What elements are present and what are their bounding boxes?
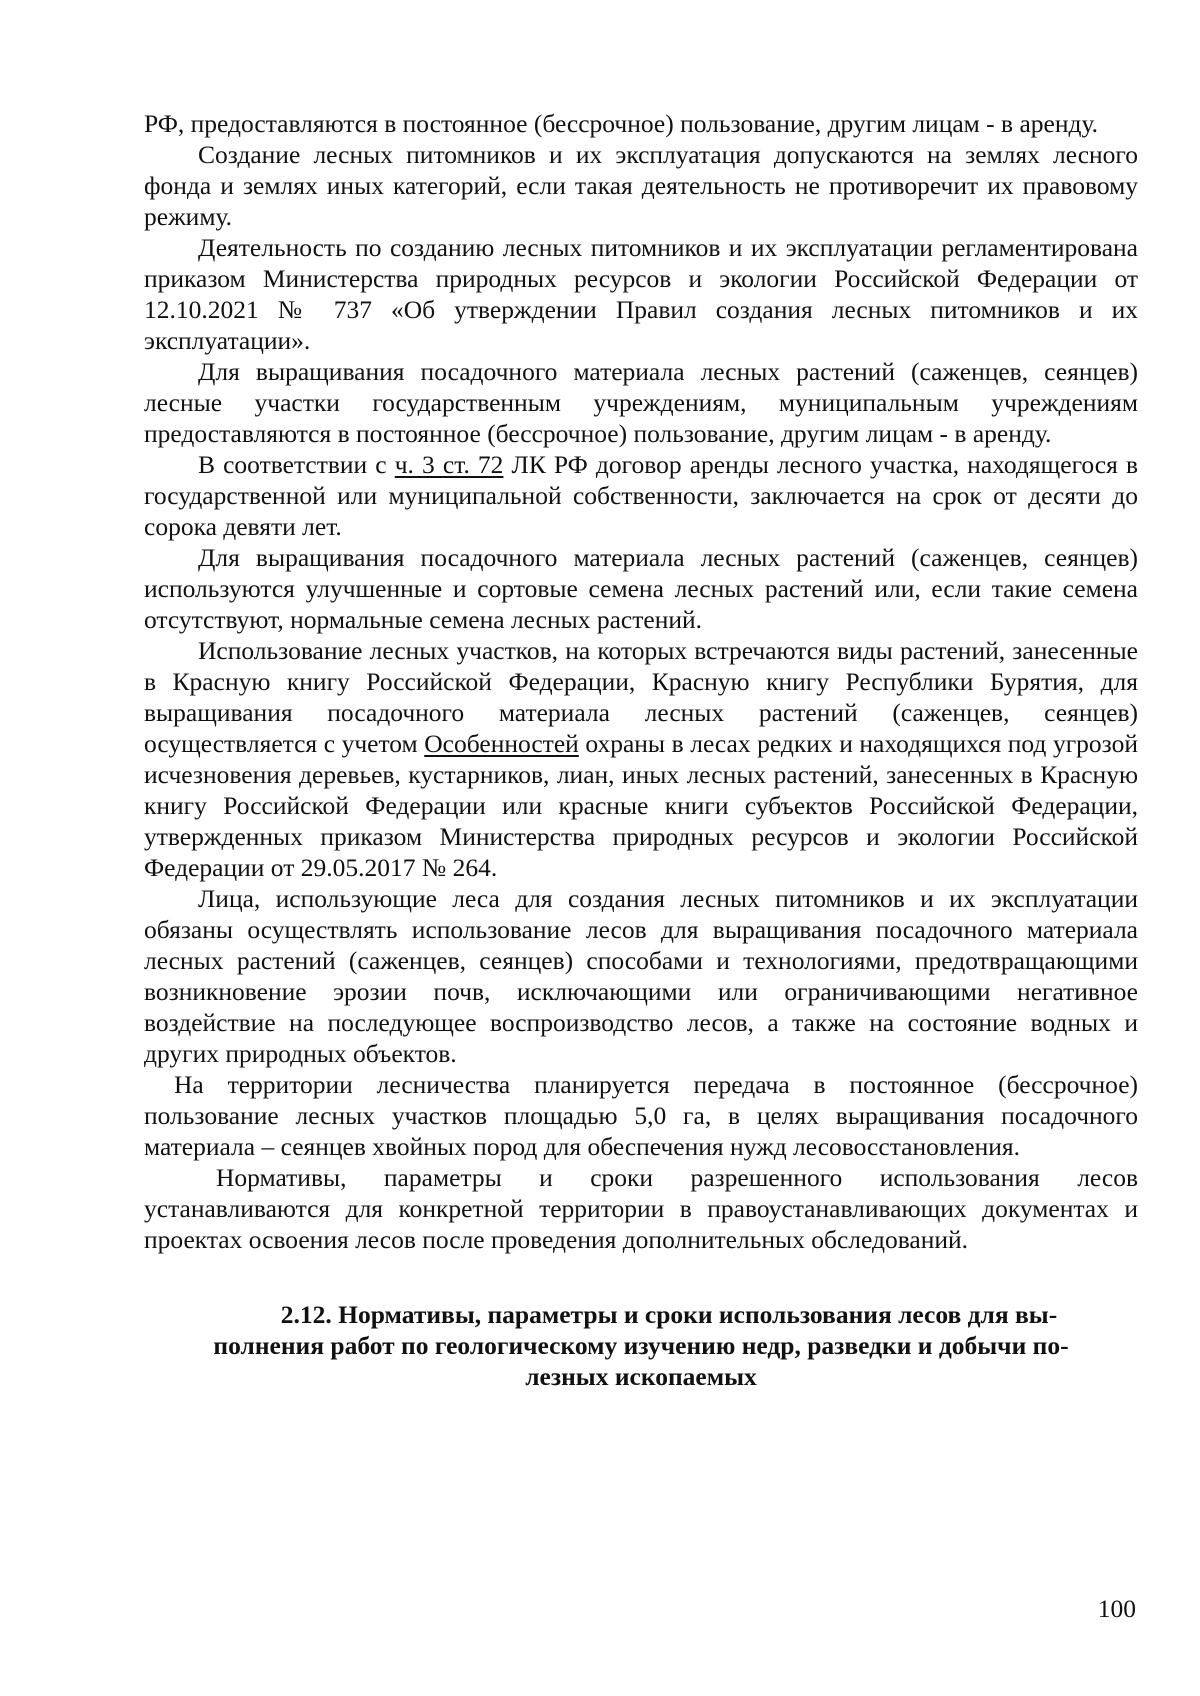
page-number: 100 bbox=[1097, 1594, 1136, 1623]
section-heading bbox=[144, 1299, 1138, 1392]
heading-line: полнения работ по геологическому изучению недр, разведки и добычи по- bbox=[213, 1331, 1069, 1360]
heading-line: лезных ископаемых bbox=[525, 1362, 757, 1391]
paragraph-text: Использование лесных участков, на которых встречаются виды растений, занесенные в Красную книгу Российской Федерации, Красную книгу Республики Бурятия, для выращивания посадочного материала лесных растений (саженцев, сеянцев) осуществляется с учетом bbox=[144, 636, 1138, 758]
paragraph-red-book bbox=[144, 635, 1138, 883]
law-reference-link[interactable]: ч. 3 ст. 72 bbox=[394, 450, 504, 479]
document-body bbox=[144, 108, 1138, 1392]
paragraph-obligations: Лица, использующие леса для создания лесных питомников и их эксплуатации обязаны осуществлять использование лесов для выращивания посадочного материала лесных растений (саженцев, сеянцев) способами и технологиями, предотвращающими возникновение эрозии почв, исключающими или ограничивающими негативное воздействие на последующее воспроизводство лесов, а также на состояние водных и других природных объектов. bbox=[144, 884, 1138, 1068]
heading-line: 2.12. Нормативы, параметры и сроки использования лесов для вы- bbox=[280, 1300, 1058, 1329]
paragraph-seeds: Для выращивания посадочного материала лесных растений (саженцев, сеянцев) используются улучшенные и сортовые семена лесных растений или, если такие семена отсутствуют, нормальные семена лесных растений. bbox=[144, 543, 1138, 634]
paragraph-text: В соответствии с bbox=[198, 450, 395, 479]
features-reference-link[interactable]: Особенностей bbox=[424, 729, 579, 758]
paragraph-planned-transfer: На территории лесничества планируется передача в постоянное (бессрочное) пользование лесных участков площадью 5,0 га, в целях выращивания посадочного материала – сеянцев хвойных пород для обеспечения нужд лесовосстановления. bbox=[144, 1070, 1138, 1161]
paragraph-lease-term bbox=[144, 449, 1138, 542]
paragraph-text: ЛК РФ договор аренды лесного участка, находящегося в государственной или муниципальной собственности, заключается на срок от десяти до сорока девяти лет. bbox=[144, 450, 1138, 541]
paragraph-continuation: РФ, предоставляются в постоянное (бессрочное) пользование, другим лицам - в аренду. bbox=[144, 109, 1099, 138]
paragraph-text: охраны в лесах редких и находящихся под угрозой исчезновения деревьев, кустарников, лиан, иных лесных растений, занесенных в Красную книгу Российской Федерации или красные книги субъектов Российской Федерации, утвержденных приказом Министерства природных ресурсов и экологии Российской Федерации от 29.05.2017 № 264. bbox=[144, 729, 1138, 882]
paragraph-plots-provision: Для выращивания посадочного материала лесных растений (саженцев, сеянцев) лесные участки государственным учреждениям, муниципальным учреждениям предоставляются в постоянное (бессрочное) пользование, другим лицам - в аренду. bbox=[144, 357, 1138, 448]
paragraph-nursery-creation: Создание лесных питомников и их эксплуатация допускаются на землях лесного фонда и землях иных категорий, если такая деятельность не противоречит их правовому режиму. bbox=[144, 140, 1138, 231]
paragraph-standards: Нормативы, параметры и сроки разрешенного использования лесов устанавливаются для конкретной территории в правоустанавливающих документах и проектах освоения лесов после проведения дополнительных обследований. bbox=[144, 1163, 1138, 1254]
paragraph-nursery-regulation: Деятельность по созданию лесных питомников и их эксплуатации регламентирована приказом Министерства природных ресурсов и экологии Российской Федерации от 12.10.2021 № 737 «Об утверждении Правил создания лесных питомников и их эксплуатации». bbox=[144, 233, 1138, 355]
